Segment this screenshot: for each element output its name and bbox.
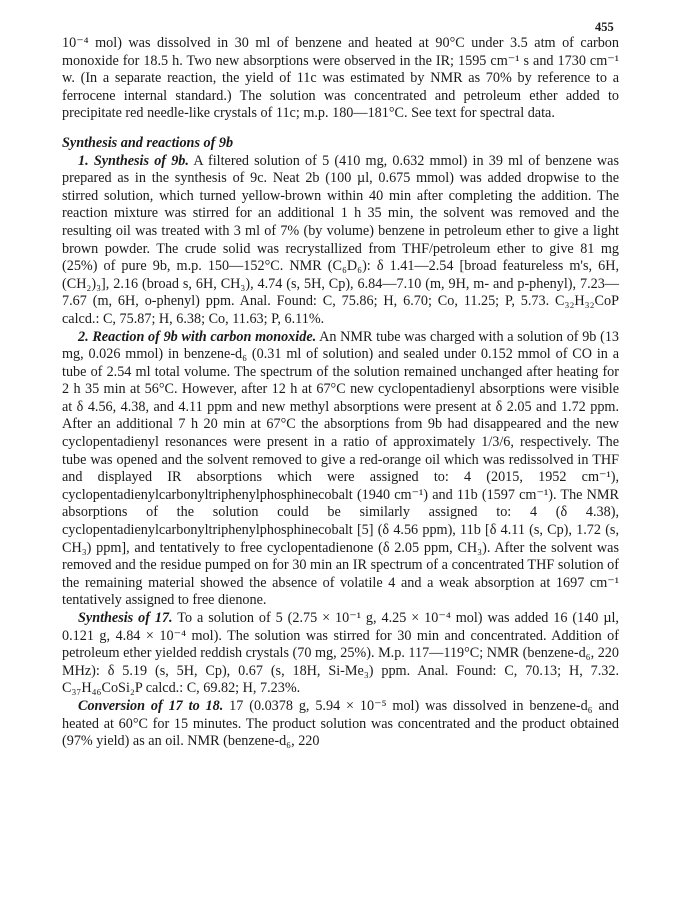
- paragraph-synthesis-9b: [62, 153, 619, 329]
- paragraph-text: 17 (0.0378 g, 5.94 × 10⁻⁵ mol) was dissolved in benzene-d₆ and heated at 60°C for 15 minutes. The product solution was concentrated and the product obtained (97% yield) as an oil. NMR (benzene-d₆, 220: [62, 697, 619, 750]
- page-number: 455: [595, 20, 614, 34]
- section-heading: Synthesis and reactions of 9b: [62, 134, 234, 151]
- paragraph-lead: Conversion of 17 to 18.: [78, 697, 224, 714]
- paragraph-text: 10⁻⁴ mol) was dissolved in 30 ml of benzene and heated at 90°C under 3.5 atm of carbon monoxide for 18.5 h. Two new absorptions were observed in the IR; 1595 cm⁻¹ s and 1730 cm⁻¹ w. (In a separate reaction, the yield of 11c was estimated by NMR as 70% by reference to a ferrocene internal standard.) The solution was concentrated and petroleum ether added to precipitate red needle-like crystals of 11c; m.p. 180—181°C. See text for spectral data.: [62, 35, 619, 122]
- paragraph-conversion-17-18: [62, 698, 619, 751]
- paragraph-text: A filtered solution of 5 (410 mg, 0.632 mmol) in 39 ml of benzene was prepared as in the synthesis of 9c. Neat 2b (100 µl, 0.675 mmol) was added dropwise to the stirred solution, which turned yellow-brown within 40 min after completing the addition. The reaction mixture was stirred for an additional 1 h 35 min, the solvent was removed and the resulting oil was treated with 3 ml of 7% (by volume) benzene in petroleum ether to give a light brown powder. The crude solid was recrystallized from THF/petroleum ether to give 81 mg (25%) of pure 9b, m.p. 150—152°C. NMR (C₆D₆): δ 1.41—2.54 [broad featureless m's, 6H, (CH₂)₃], 2.16 (broad s, 6H, CH₃), 4.74 (s, 5H, Cp), 6.84—7.10 (m, 9H, m- and p-phenyl), 7.23—7.67 (m, 6H, o-phenyl) ppm. Anal. Found: C, 75.86; H, 6.70; Co, 11.25; P, 5.73. C₃₂H₃₂CoP calcd.: C, 75.87; H, 6.38; Co, 11.63; P, 6.11%.: [62, 152, 620, 327]
- paragraph-reaction-9b-co: [62, 329, 619, 611]
- paragraph-continued: [62, 35, 619, 123]
- paragraph-text: To a solution of 5 (2.75 × 10⁻¹ g, 4.25 × 10⁻⁴ mol) was added 16 (140 µl, 0.121 g, 4.84 × 10⁻⁴ mol). The solution was stirred for 30 min and concentrated. Addition of petroleum ether yielded reddish crystals (70 mg, 25%). M.p. 117—119°C; NMR (benzene-d₆, 220 MHz): δ 5.19 (s, 5H, Cp), 0.67 (s, 18H, Si-Me₃) ppm. Anal. Found: C, 70.13; H, 7.32. C₃₇H₄₆CoSi₂P calcd.: C, 69.82; H, 7.23%.: [62, 610, 619, 697]
- article-body: [62, 35, 619, 751]
- paragraph-lead: 2. Reaction of 9b with carbon monoxide.: [78, 328, 317, 345]
- paragraph-lead: 1. Synthesis of 9b.: [78, 152, 189, 169]
- paragraph-synthesis-17: [62, 610, 619, 698]
- paragraph-text: An NMR tube was charged with a solution of 9b (13 mg, 0.026 mmol) in benzene-d₆ (0.31 ml of solution) and sealed under 0.152 mmol of CO in a tube of 2.54 ml total volume. The spectrum of the solution remained unchanged after heating for 2 h 35 min at 56°C. However, after 12 h at 67°C new cyclopentadienyl absorptions were visible at δ 4.56, 4.38, and 4.11 ppm and new methyl absorptions were present at δ 2.05 and 1.72 ppm. After an additional 7 h 20 min at 67°C the absorptions from 9b had disappeared and the new cyclopentadienyl resonances were present in a ratio of approximately 1/3/6, respectively. The tube was opened and the solvent removed to give a red-orange oil which was redissolved in THF and displayed IR absorptions which were assigned to: 4 (2015, 1952 cm⁻¹), cyclopentadienylcarbonyltriphenylphosphinecobalt (1940 cm⁻¹) and 11b (1597 cm⁻¹). The NMR absorptions of the solution could be similarly assigned to: 4 (δ 4.38), cyclopentadienylcarbonyltriphenylphosphinecobalt [5] (δ 4.56 ppm), 11b [δ 4.11 (s, Cp), 1.72 (s, CH₃) ppm], and tentatively to free cyclopentadienone (δ 2.05 ppm, CH₃). After the solvent was removed and the residue pumped on for 30 min an IR spectrum of a concentrated THF solution of the remaining material showed the absence of volatile 4 and a weak absorption at 1697 cm⁻¹ tentatively assigned to free dienone.: [62, 328, 620, 609]
- paragraph-lead: Synthesis of 17.: [78, 610, 173, 626]
